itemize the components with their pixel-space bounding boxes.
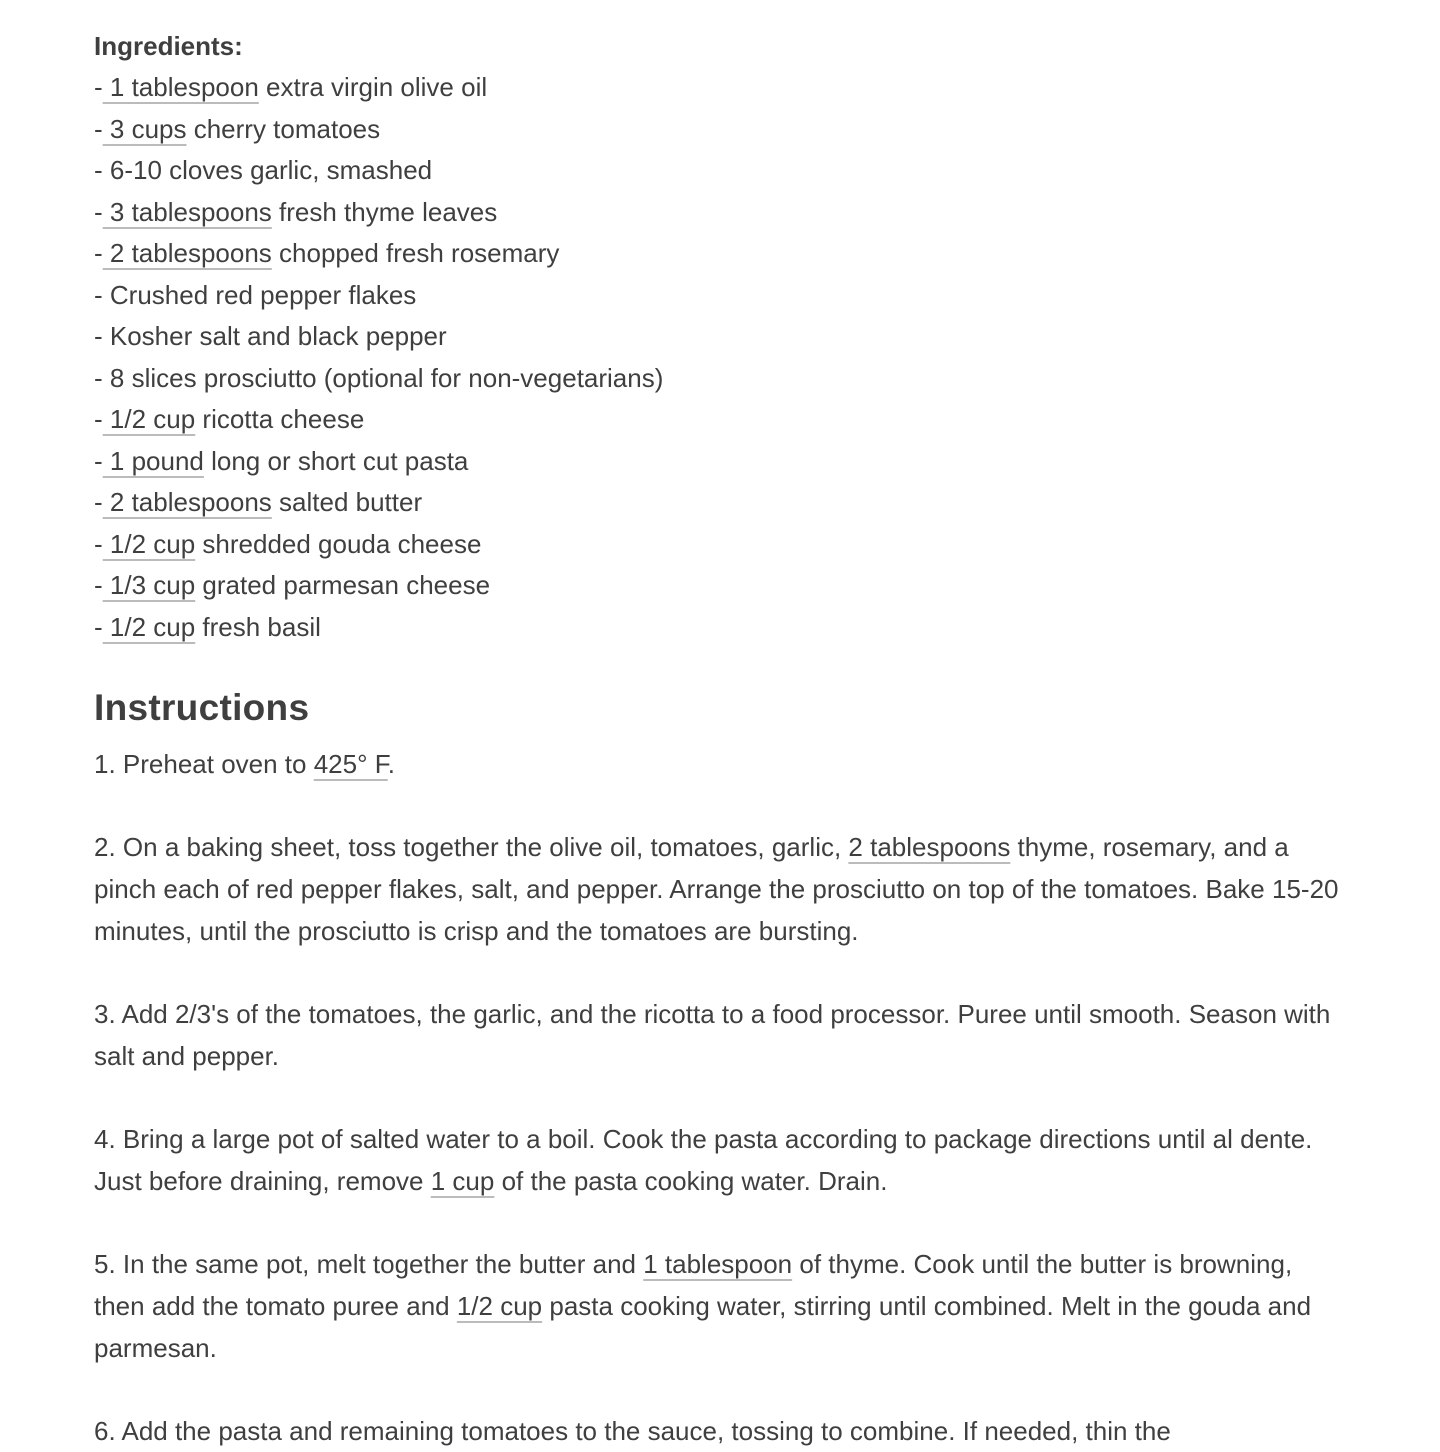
text-run: extra virgin olive oil bbox=[258, 72, 488, 102]
text-run: fresh thyme leaves bbox=[271, 196, 498, 227]
instruction-step bbox=[94, 1243, 1346, 1369]
text-run: - bbox=[94, 113, 103, 144]
ingredient-item bbox=[94, 565, 1346, 607]
text-run: - 8 slices prosciutto (optional for non-vegetarians) bbox=[94, 362, 664, 393]
text-run: 3. Add 2/3's of the tomatoes, the garlic, and the ricotta to a food processor. Puree until smooth. Season with salt and pepper. bbox=[94, 999, 1331, 1071]
quantity-link[interactable]: 3 tablespoons bbox=[102, 196, 272, 227]
text-run: - bbox=[94, 528, 103, 559]
ingredient-item bbox=[94, 358, 1346, 400]
text-run: ricotta cheese bbox=[195, 404, 365, 434]
instruction-step bbox=[94, 826, 1346, 952]
text-run: fresh basil bbox=[195, 611, 321, 642]
text-run: 1. Preheat oven to bbox=[94, 749, 314, 779]
ingredient-item bbox=[94, 482, 1346, 524]
text-run: long or short cut pasta bbox=[203, 445, 469, 476]
text-run: salted butter bbox=[271, 487, 423, 517]
text-run: - 6-10 cloves garlic, smashed bbox=[94, 155, 433, 185]
text-run: pasta cooking water, stirring until combined. Melt in the gouda and parmesan. bbox=[94, 1291, 1312, 1363]
text-run: - bbox=[94, 238, 103, 268]
quantity-link[interactable]: 1/2 cup bbox=[102, 611, 196, 642]
text-run: . bbox=[387, 749, 395, 779]
quantity-link[interactable]: 1 pound bbox=[102, 445, 204, 476]
quantity-link[interactable]: 1/3 cup bbox=[102, 570, 196, 600]
text-run: 2. On a baking sheet, toss together the olive oil, tomatoes, garlic, bbox=[94, 832, 849, 862]
quantity-link[interactable]: 425° F bbox=[313, 749, 388, 779]
ingredient-item bbox=[94, 233, 1346, 275]
instruction-step bbox=[94, 993, 1346, 1077]
quantity-link[interactable]: 2 tablespoons bbox=[102, 238, 272, 268]
ingredient-item bbox=[94, 316, 1346, 358]
text-run: thyme, rosemary, and a pinch each of red pepper flakes, salt, and pepper. Arrange the prosciutto on top of the tomatoes. Bake 15-20 minutes, until the prosciutto is crisp and the tomatoes are bursting. bbox=[94, 832, 1339, 946]
instructions-heading: Instructions bbox=[94, 687, 310, 728]
quantity-link[interactable]: 1/2 cup bbox=[102, 404, 196, 434]
text-run: - bbox=[94, 404, 103, 434]
text-run: - Crushed red pepper flakes bbox=[94, 279, 417, 310]
quantity-link[interactable]: 1 cup bbox=[430, 1166, 495, 1196]
text-run: 6. Add the pasta and remaining tomatoes to the sauce, tossing to combine. If needed, thin the bbox=[94, 1416, 1171, 1446]
ingredient-item bbox=[94, 109, 1346, 151]
quantity-link[interactable]: 1 tablespoon bbox=[643, 1249, 793, 1279]
quantity-link[interactable]: 1/2 cup bbox=[102, 528, 196, 559]
text-run: chopped fresh rosemary bbox=[271, 238, 560, 268]
text-run: - bbox=[94, 72, 103, 102]
text-run: - bbox=[94, 570, 103, 600]
quantity-link[interactable]: 2 tablespoons bbox=[848, 832, 1011, 862]
text-run: 4. Bring a large pot of salted water to a boil. Cook the pasta according to package directions until al dente. Just before draining, remove bbox=[94, 1124, 1313, 1196]
ingredient-item bbox=[94, 607, 1346, 649]
quantity-link[interactable]: 1 tablespoon bbox=[102, 72, 259, 102]
quantity-link[interactable]: 1/2 cup bbox=[456, 1291, 543, 1321]
instructions-steps bbox=[94, 743, 1346, 1452]
text-run: cherry tomatoes bbox=[186, 113, 381, 144]
recipe-content bbox=[94, 25, 1346, 1452]
ingredient-item bbox=[94, 399, 1346, 441]
ingredients-list bbox=[94, 67, 1346, 648]
text-run: - bbox=[94, 487, 103, 517]
ingredient-item bbox=[94, 67, 1346, 109]
ingredient-item bbox=[94, 441, 1346, 483]
ingredient-item bbox=[94, 275, 1346, 317]
quantity-link[interactable]: 2 tablespoons bbox=[102, 487, 272, 517]
ingredient-item bbox=[94, 150, 1346, 192]
ingredient-item bbox=[94, 524, 1346, 566]
text-run: grated parmesan cheese bbox=[195, 570, 491, 600]
ingredient-item bbox=[94, 192, 1346, 234]
instruction-step bbox=[94, 1118, 1346, 1202]
text-run: 5. In the same pot, melt together the butter and bbox=[94, 1249, 644, 1279]
text-run: - bbox=[94, 196, 103, 227]
text-run: of thyme. Cook until the butter is browning, then add the tomato puree and bbox=[94, 1249, 1293, 1321]
text-run: - Kosher salt and black pepper bbox=[94, 321, 447, 351]
text-run: - bbox=[94, 611, 103, 642]
instruction-step bbox=[94, 743, 1346, 785]
quantity-link[interactable]: 3 cups bbox=[102, 113, 187, 144]
text-run: of the pasta cooking water. Drain. bbox=[494, 1166, 888, 1196]
ingredients-heading: Ingredients: bbox=[94, 31, 243, 61]
text-run: - bbox=[94, 445, 103, 476]
text-run: shredded gouda cheese bbox=[195, 528, 482, 559]
instruction-step bbox=[94, 1410, 1346, 1452]
